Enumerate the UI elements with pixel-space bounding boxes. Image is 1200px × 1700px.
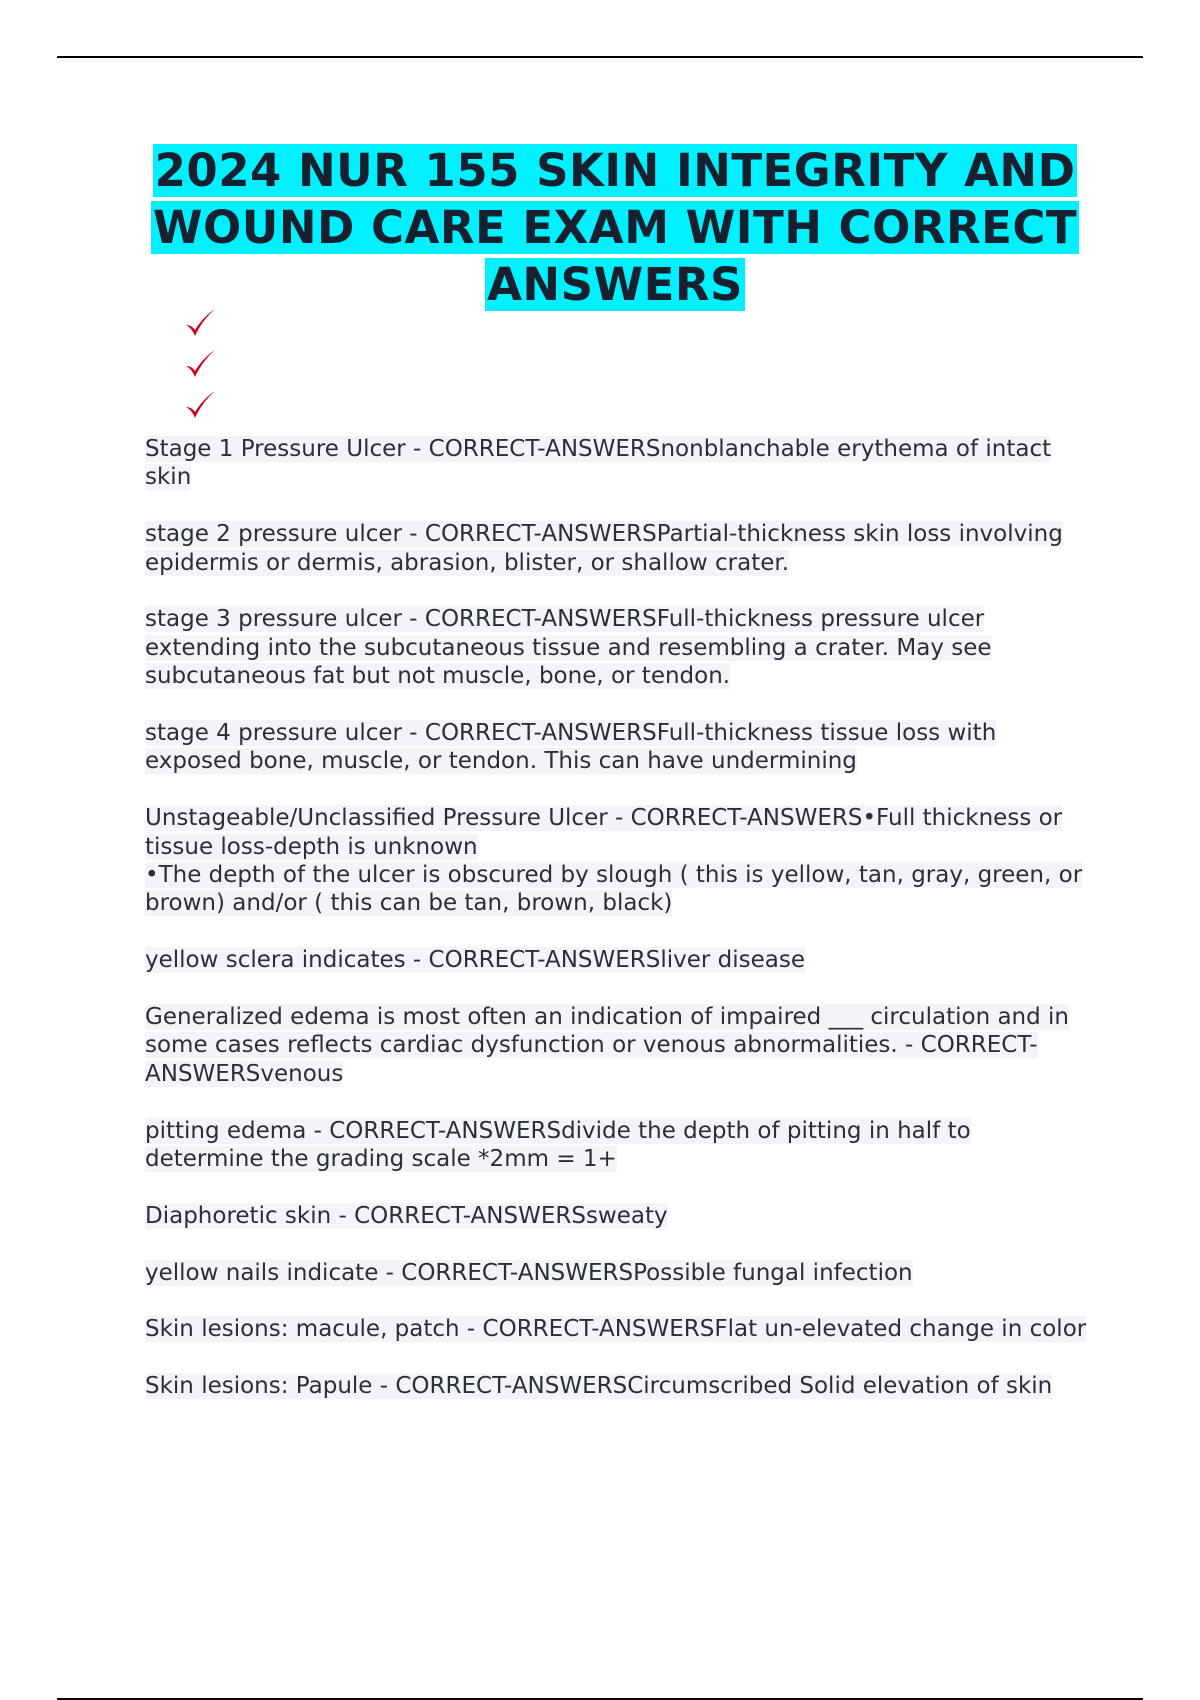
- list-item: [145, 946, 1095, 974]
- list-item: [145, 804, 1095, 918]
- qa-text: yellow nails indicate - CORRECT-ANSWERSPossible fungal infection: [145, 1259, 913, 1286]
- red-checkmark-icon: [182, 346, 218, 382]
- qa-text: Diaphoretic skin - CORRECT-ANSWERSsweaty: [145, 1202, 668, 1229]
- qa-text: Skin lesions: Papule - CORRECT-ANSWERSCircumscribed Solid elevation of skin: [145, 1373, 1053, 1400]
- list-item: [145, 1003, 1095, 1088]
- qa-text: stage 3 pressure ulcer - CORRECT-ANSWERSFull-thickness pressure ulcer extending into the subcutaneous tissue and resembling a crater. May see subcutaneous fat but not muscle, bone, or tendon.: [145, 606, 992, 690]
- list-item: [145, 605, 1095, 690]
- qa-text: Stage 1 Pressure Ulcer - CORRECT-ANSWERSnonblanchable erythema of intact skin: [145, 436, 1052, 491]
- list-item: [145, 1372, 1095, 1400]
- list-item: [145, 719, 1095, 776]
- red-checkmark-icon: [182, 305, 218, 341]
- list-item: [145, 435, 1095, 492]
- list-item: [145, 520, 1095, 577]
- qa-text: stage 4 pressure ulcer - CORRECT-ANSWERSFull-thickness tissue loss with exposed bone, muscle, or tendon. This can have undermining: [145, 720, 997, 775]
- qa-text: pitting edema - CORRECT-ANSWERSdivide the depth of pitting in half to determine the grading scale *2mm = 1+: [145, 1117, 971, 1173]
- qa-text: stage 2 pressure ulcer - CORRECT-ANSWERSPartial-thickness skin loss involving epidermis or dermis, abrasion, blister, or shallow crater.: [145, 521, 1063, 576]
- qa-text: Unstageable/Unclassified Pressure Ulcer - CORRECT-ANSWERS•Full thickness or tissue loss-depth is unknown •The depth of the ulcer is obscured by slough ( this is yellow, tan, gray, green, or brown) and/or ( this can be tan, brown, black): [145, 805, 1083, 917]
- red-checkmark-icon: [182, 387, 218, 423]
- document-title-text: 2024 NUR 155 SKIN INTEGRITY AND WOUND CARE EXAM WITH CORRECT ANSWERS: [152, 144, 1078, 311]
- qa-text: yellow sclera indicates - CORRECT-ANSWERSliver disease: [145, 947, 806, 974]
- question-answer-list: [145, 435, 1095, 1429]
- qa-text: Skin lesions: macule, patch - CORRECT-ANSWERSFlat un-elevated change in color: [145, 1316, 1087, 1343]
- list-item: [145, 1259, 1095, 1287]
- top-rule: [57, 56, 1143, 58]
- qa-text: Generalized edema is most often an indication of impaired ___ circulation and in some cases reflects cardiac dysfunction or venous abnormalities. - CORRECT-ANSWERSvenous: [145, 1004, 1070, 1087]
- list-item: [145, 1117, 1095, 1174]
- list-item: [145, 1315, 1095, 1343]
- list-item: [145, 1202, 1095, 1230]
- checkmark-group: [182, 305, 222, 428]
- document-title: [120, 142, 1110, 313]
